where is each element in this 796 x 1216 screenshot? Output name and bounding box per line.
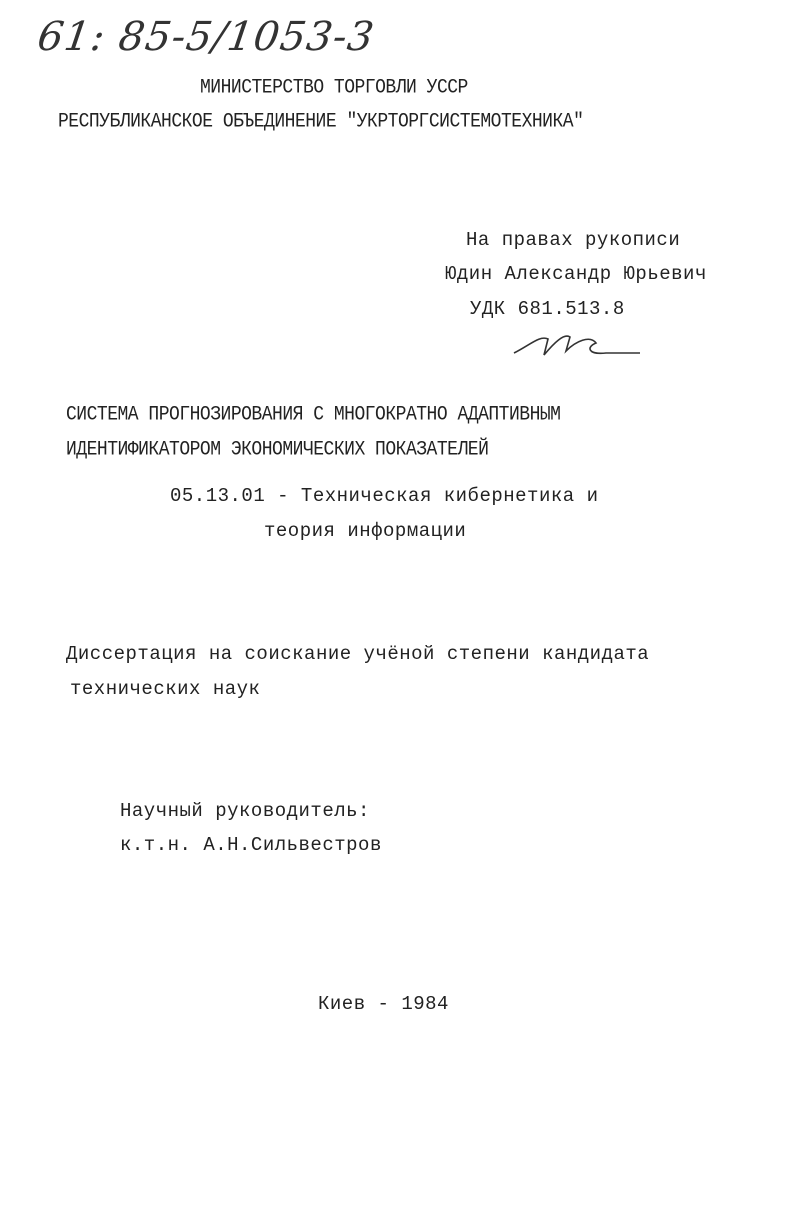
dissertation-line1: Диссертация на соискание учёной степени кандидата — [66, 643, 650, 665]
specialty-name: теория информации — [264, 520, 467, 542]
signature — [510, 325, 650, 365]
supervisor-label: Научный руководитель: — [120, 800, 370, 822]
ministry-heading: МИНИСТЕРСТВО ТОРГОВЛИ УССР — [200, 76, 468, 100]
manuscript-rights: На правах рукописи — [466, 229, 681, 251]
udk-code: УДК 681.513.8 — [470, 298, 625, 320]
organization-heading: РЕСПУБЛИКАНСКОЕ ОБЪЕДИНЕНИЕ "УКРТОРГСИСТЕМОТЕХНИКА" — [58, 110, 584, 134]
archive-number-handwritten: 61: 85-5/1053-3 — [34, 14, 378, 60]
author-name: Юдин Александр Юрьевич — [445, 263, 707, 285]
thesis-title-line2: ИДЕНТИФИКАТОРОМ ЭКОНОМИЧЕСКИХ ПОКАЗАТЕЛЕЙ — [66, 438, 489, 462]
specialty-code: 05.13.01 - Техническая кибернетика и — [170, 485, 599, 507]
supervisor-name: к.т.н. А.Н.Сильвестров — [120, 834, 382, 856]
place-year: Киев - 1984 — [318, 993, 449, 1015]
thesis-title-line1: СИСТЕМА ПРОГНОЗИРОВАНИЯ С МНОГОКРАТНО АДАПТИВНЫМ — [66, 403, 561, 427]
dissertation-line2: технических наук — [70, 678, 261, 700]
